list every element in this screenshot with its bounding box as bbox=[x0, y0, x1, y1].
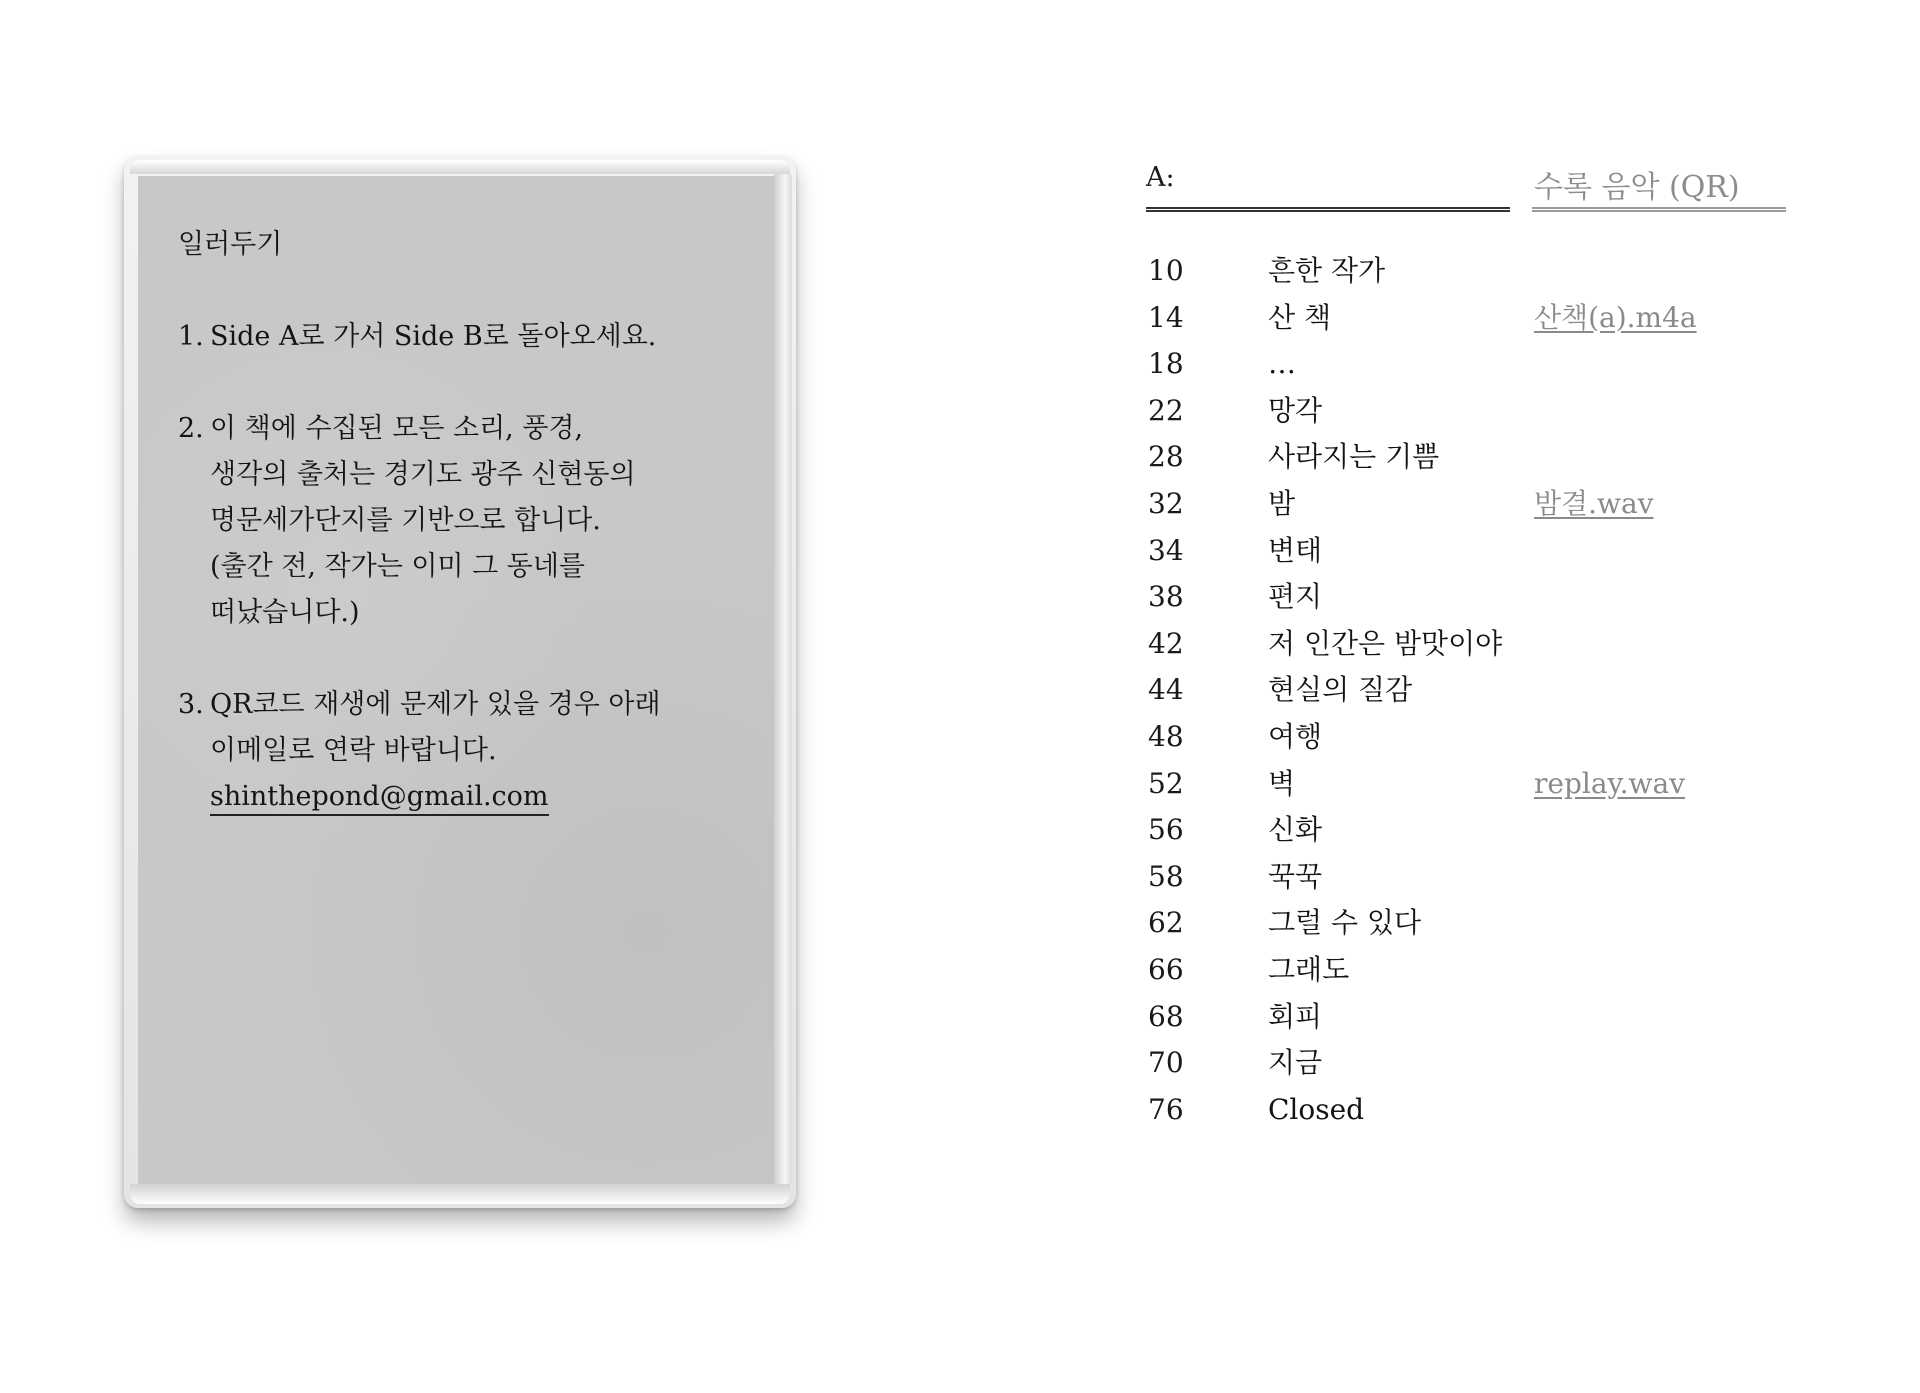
track-row bbox=[1146, 1087, 1786, 1134]
qr-music-label: 수록 음악 (QR) bbox=[1534, 170, 1740, 205]
note-line: 생각의 출처는 경기도 광주 신현동의 bbox=[210, 459, 636, 490]
track-row bbox=[1146, 854, 1786, 901]
track-page-number: 76 bbox=[1148, 1092, 1184, 1126]
track-page-number: 18 bbox=[1148, 347, 1184, 381]
track-audio-link[interactable]: 밤결.wav bbox=[1534, 486, 1654, 520]
track-page-number: 14 bbox=[1148, 300, 1184, 334]
side-header bbox=[1146, 156, 1510, 212]
track-title: Closed bbox=[1268, 1092, 1365, 1126]
track-row bbox=[1146, 761, 1786, 808]
track-title: 산 책 bbox=[1268, 300, 1331, 334]
card-content bbox=[178, 222, 758, 866]
track-page-number: 28 bbox=[1148, 440, 1184, 474]
track-title: 그래도 bbox=[1268, 952, 1350, 986]
track-title: 현실의 질감 bbox=[1268, 673, 1413, 707]
track-row bbox=[1146, 667, 1786, 714]
track-page-number: 66 bbox=[1148, 952, 1184, 986]
track-row bbox=[1146, 1040, 1786, 1087]
note-line: 명문세가단지를 기반으로 합니다. bbox=[210, 505, 601, 536]
note-line: QR코드 재생에 문제가 있을 경우 아래 bbox=[210, 689, 661, 720]
track-title: 저 인간은 밤맛이야 bbox=[1268, 626, 1503, 660]
note-body bbox=[210, 314, 758, 360]
track-row bbox=[1146, 947, 1786, 994]
note-line: (출간 전, 작가는 이미 그 동네를 bbox=[210, 551, 586, 582]
track-row bbox=[1146, 574, 1786, 621]
track-page-number: 48 bbox=[1148, 719, 1184, 753]
track-row bbox=[1146, 994, 1786, 1041]
track-title: 망각 bbox=[1268, 393, 1323, 427]
track-title: 신화 bbox=[1268, 813, 1323, 847]
track-page-number: 58 bbox=[1148, 859, 1184, 893]
track-page-number: 62 bbox=[1148, 906, 1184, 940]
track-title: 꾹꾹 bbox=[1268, 859, 1323, 893]
track-rows bbox=[1146, 248, 1786, 1133]
note-2 bbox=[178, 406, 758, 636]
track-title: … bbox=[1268, 347, 1296, 381]
track-page-number: 56 bbox=[1148, 813, 1184, 847]
case-right-edge bbox=[774, 174, 792, 1184]
track-page-number: 68 bbox=[1148, 999, 1184, 1033]
track-row bbox=[1146, 528, 1786, 575]
track-row bbox=[1146, 481, 1786, 528]
track-title: 밤 bbox=[1268, 486, 1296, 520]
track-page-number: 10 bbox=[1148, 254, 1184, 287]
note-number: 2. bbox=[178, 413, 204, 444]
case-top-rail bbox=[130, 160, 790, 174]
note-number: 1. bbox=[178, 321, 204, 352]
track-title: 변태 bbox=[1268, 533, 1323, 567]
track-title: 벽 bbox=[1268, 766, 1296, 800]
case-bottom-rail bbox=[130, 1184, 790, 1204]
card-title: 일러두기 bbox=[178, 229, 283, 260]
note-body bbox=[210, 682, 758, 820]
note-3 bbox=[178, 682, 758, 820]
track-audio-link[interactable]: replay.wav bbox=[1534, 766, 1686, 800]
track-page-number: 52 bbox=[1148, 766, 1184, 800]
track-page-number: 22 bbox=[1148, 393, 1184, 427]
track-row bbox=[1146, 807, 1786, 854]
track-page-number: 34 bbox=[1148, 533, 1184, 567]
header-rule bbox=[1146, 207, 1510, 212]
note-line: Side A로 가서 Side B로 돌아오세요. bbox=[210, 321, 657, 352]
track-title: 여행 bbox=[1268, 719, 1323, 753]
track-title: 지금 bbox=[1268, 1046, 1323, 1080]
track-title: 편지 bbox=[1268, 580, 1323, 614]
note-1 bbox=[178, 314, 758, 360]
track-title: 회피 bbox=[1268, 999, 1323, 1033]
track-row bbox=[1146, 248, 1786, 295]
track-page-number: 44 bbox=[1148, 673, 1184, 707]
side-label: A: bbox=[1146, 162, 1175, 193]
track-row bbox=[1146, 714, 1786, 761]
track-title: 흔한 작가 bbox=[1268, 254, 1386, 287]
track-page-number: 32 bbox=[1148, 486, 1184, 520]
track-row bbox=[1146, 295, 1786, 342]
track-page-number: 70 bbox=[1148, 1046, 1184, 1080]
note-body bbox=[210, 406, 758, 636]
track-row bbox=[1146, 388, 1786, 435]
qr-header-rule bbox=[1532, 207, 1786, 212]
track-row bbox=[1146, 341, 1786, 388]
track-row bbox=[1146, 900, 1786, 947]
track-audio-link[interactable]: 산책(a).m4a bbox=[1534, 300, 1697, 334]
track-row bbox=[1146, 621, 1786, 668]
note-number: 3. bbox=[178, 689, 204, 720]
track-title: 사라지는 기쁨 bbox=[1268, 440, 1440, 474]
note-line: 이메일로 연락 바랍니다. bbox=[210, 735, 497, 766]
qr-header bbox=[1532, 156, 1786, 212]
track-row bbox=[1146, 434, 1786, 481]
note-line: 떠났습니다.) bbox=[210, 597, 360, 628]
contact-email-link[interactable]: shinthepond@gmail.com bbox=[210, 780, 549, 816]
track-page-number: 42 bbox=[1148, 626, 1184, 660]
note-line: 이 책에 수집된 모든 소리, 풍경, bbox=[210, 413, 584, 444]
track-page-number: 38 bbox=[1148, 580, 1184, 614]
track-title: 그럴 수 있다 bbox=[1268, 906, 1422, 940]
